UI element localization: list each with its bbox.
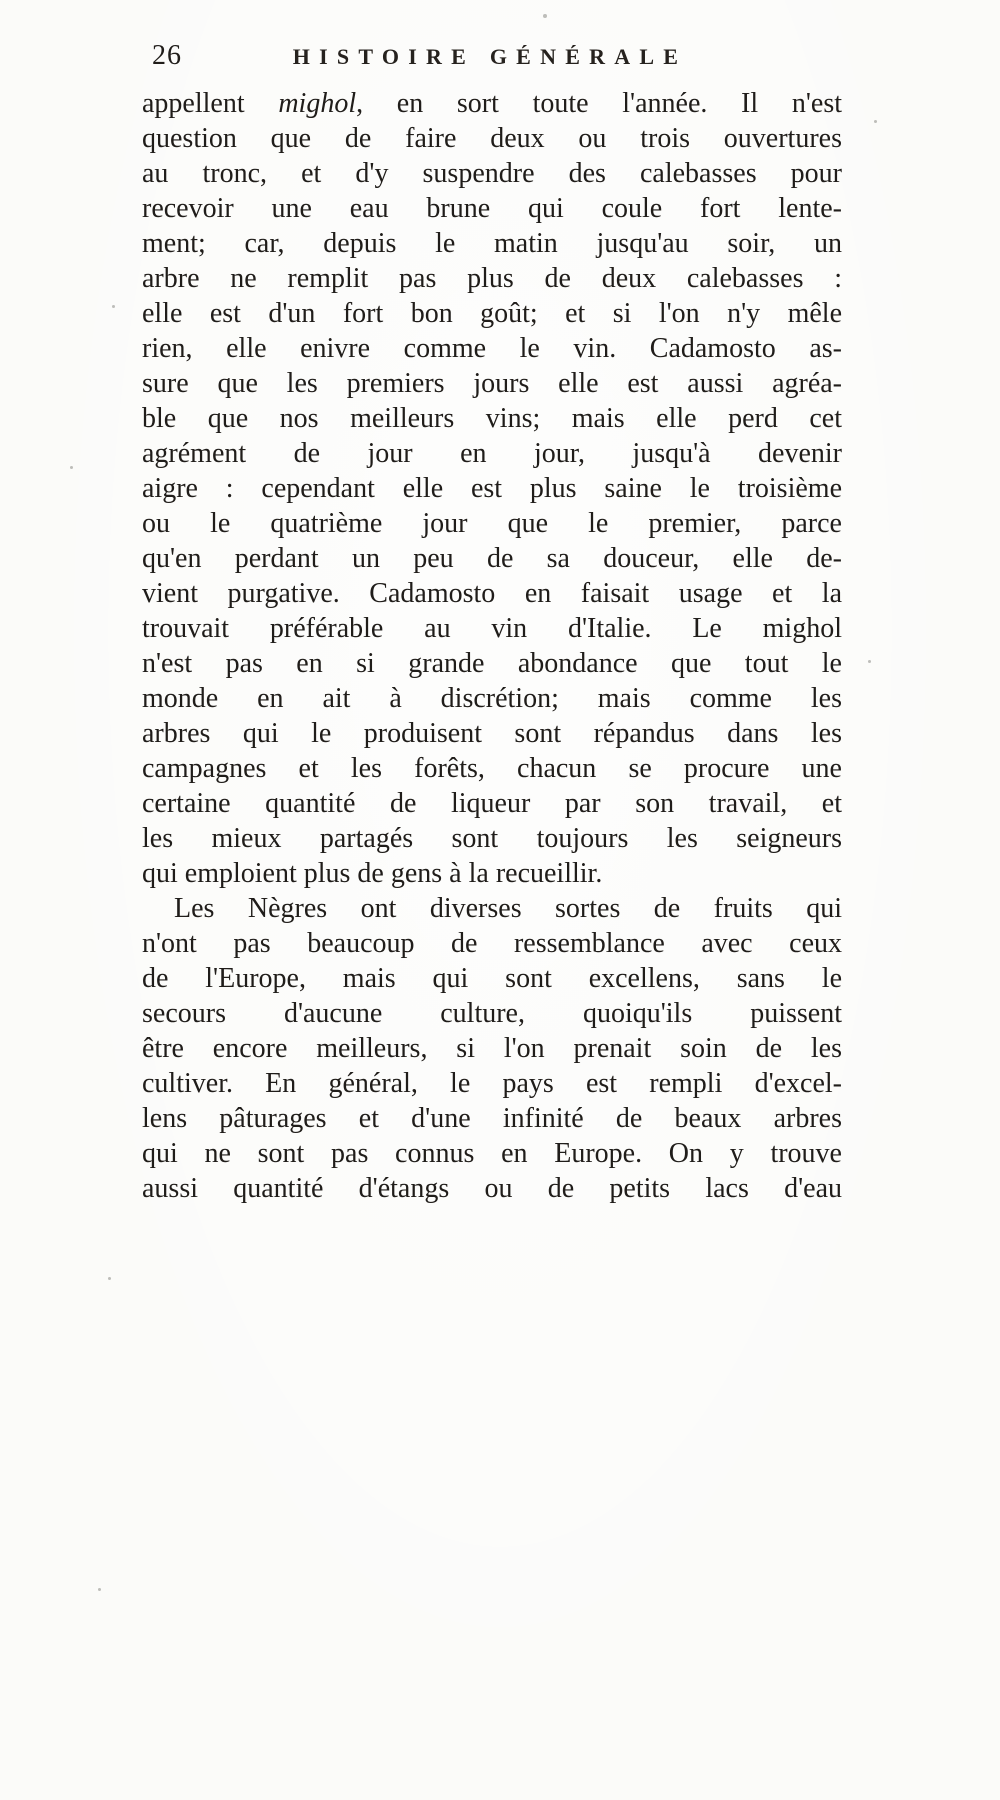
- text-line: ment; car, depuis le matin jusqu'au soir, un: [142, 228, 842, 259]
- text-line: secours d'aucune culture, quoiqu'ils puissent: [142, 998, 842, 1029]
- line-fragment: appellent: [142, 88, 279, 119]
- text-line: elle est d'un fort bon goût; et si l'on n'y mêle: [142, 298, 842, 329]
- text-line: les mieux partagés sont toujours les seigneurs: [142, 823, 842, 854]
- text-line: sure que les premiers jours elle est aussi agréa-: [142, 368, 842, 399]
- text-line: au tronc, et d'y suspendre des calebasses pour: [142, 158, 842, 189]
- text-line: arbre ne remplit pas plus de deux calebasses :: [142, 263, 842, 294]
- text-line: aigre : cependant elle est plus saine le troisième: [142, 473, 842, 504]
- text-line: n'ont pas beaucoup de ressemblance avec ceux: [142, 928, 842, 959]
- text-line: ble que nos meilleurs vins; mais elle perd cet: [142, 403, 842, 434]
- text-line: cultiver. En général, le pays est rempli d'excel-: [142, 1068, 842, 1099]
- scan-speck: [98, 1588, 101, 1591]
- text-line: vient purgative. Cadamosto en faisait usage et la: [142, 578, 842, 609]
- running-title: HISTOIRE GÉNÉRALE: [292, 44, 688, 69]
- text-line: rien, elle enivre comme le vin. Cadamosto as-: [142, 333, 842, 364]
- scan-speck: [874, 120, 877, 123]
- text-line: arbres qui le produisent sont répandus dans les: [142, 718, 842, 749]
- text-line: qui emploient plus de gens à la recueillir.: [142, 858, 603, 889]
- text-line: Les Nègres ont diverses sortes de fruits qui: [174, 893, 842, 924]
- text-line: monde en ait à discrétion; mais comme les: [142, 683, 842, 714]
- text-line: de l'Europe, mais qui sont excellens, sans le: [142, 963, 842, 994]
- text-block: [142, 86, 842, 1206]
- paragraph: [142, 86, 842, 891]
- text-line: lens pâturages et d'une infinité de beaux arbres: [142, 1103, 842, 1134]
- text-line: recevoir une eau brune qui coule fort lente-: [142, 193, 842, 224]
- text-line: [142, 86, 842, 121]
- text-line: être encore meilleurs, si l'on prenait soin de les: [142, 1033, 842, 1064]
- line-fragment: , en sort toute l'année. Il n'est: [356, 88, 842, 119]
- scan-speck: [543, 14, 547, 18]
- text-line: aussi quantité d'étangs ou de petits lacs d'eau: [142, 1173, 842, 1204]
- italic-word: mighol: [278, 88, 357, 119]
- text-line: question que de faire deux ou trois ouvertures: [142, 123, 842, 154]
- paragraph: [142, 891, 842, 1206]
- page-number: 26: [152, 40, 182, 71]
- text-line: n'est pas en si grande abondance que tout le: [142, 648, 842, 679]
- text-line: certaine quantité de liqueur par son travail, et: [142, 788, 842, 819]
- text-line: qu'en perdant un peu de sa douceur, elle de-: [142, 543, 842, 574]
- text-line: ou le quatrième jour que le premier, parce: [142, 508, 842, 539]
- text-line: qui ne sont pas connus en Europe. On y trouve: [142, 1138, 842, 1169]
- scan-speck: [108, 1277, 111, 1280]
- scan-speck: [112, 305, 115, 308]
- text-line: campagnes et les forêts, chacun se procure une: [142, 753, 842, 784]
- text-line: agrément de jour en jour, jusqu'à devenir: [142, 438, 842, 469]
- page-header: [140, 40, 840, 74]
- scan-speck: [868, 660, 871, 663]
- scan-speck: [70, 466, 73, 469]
- text-line: trouvait préférable au vin d'Italie. Le mighol: [142, 613, 842, 644]
